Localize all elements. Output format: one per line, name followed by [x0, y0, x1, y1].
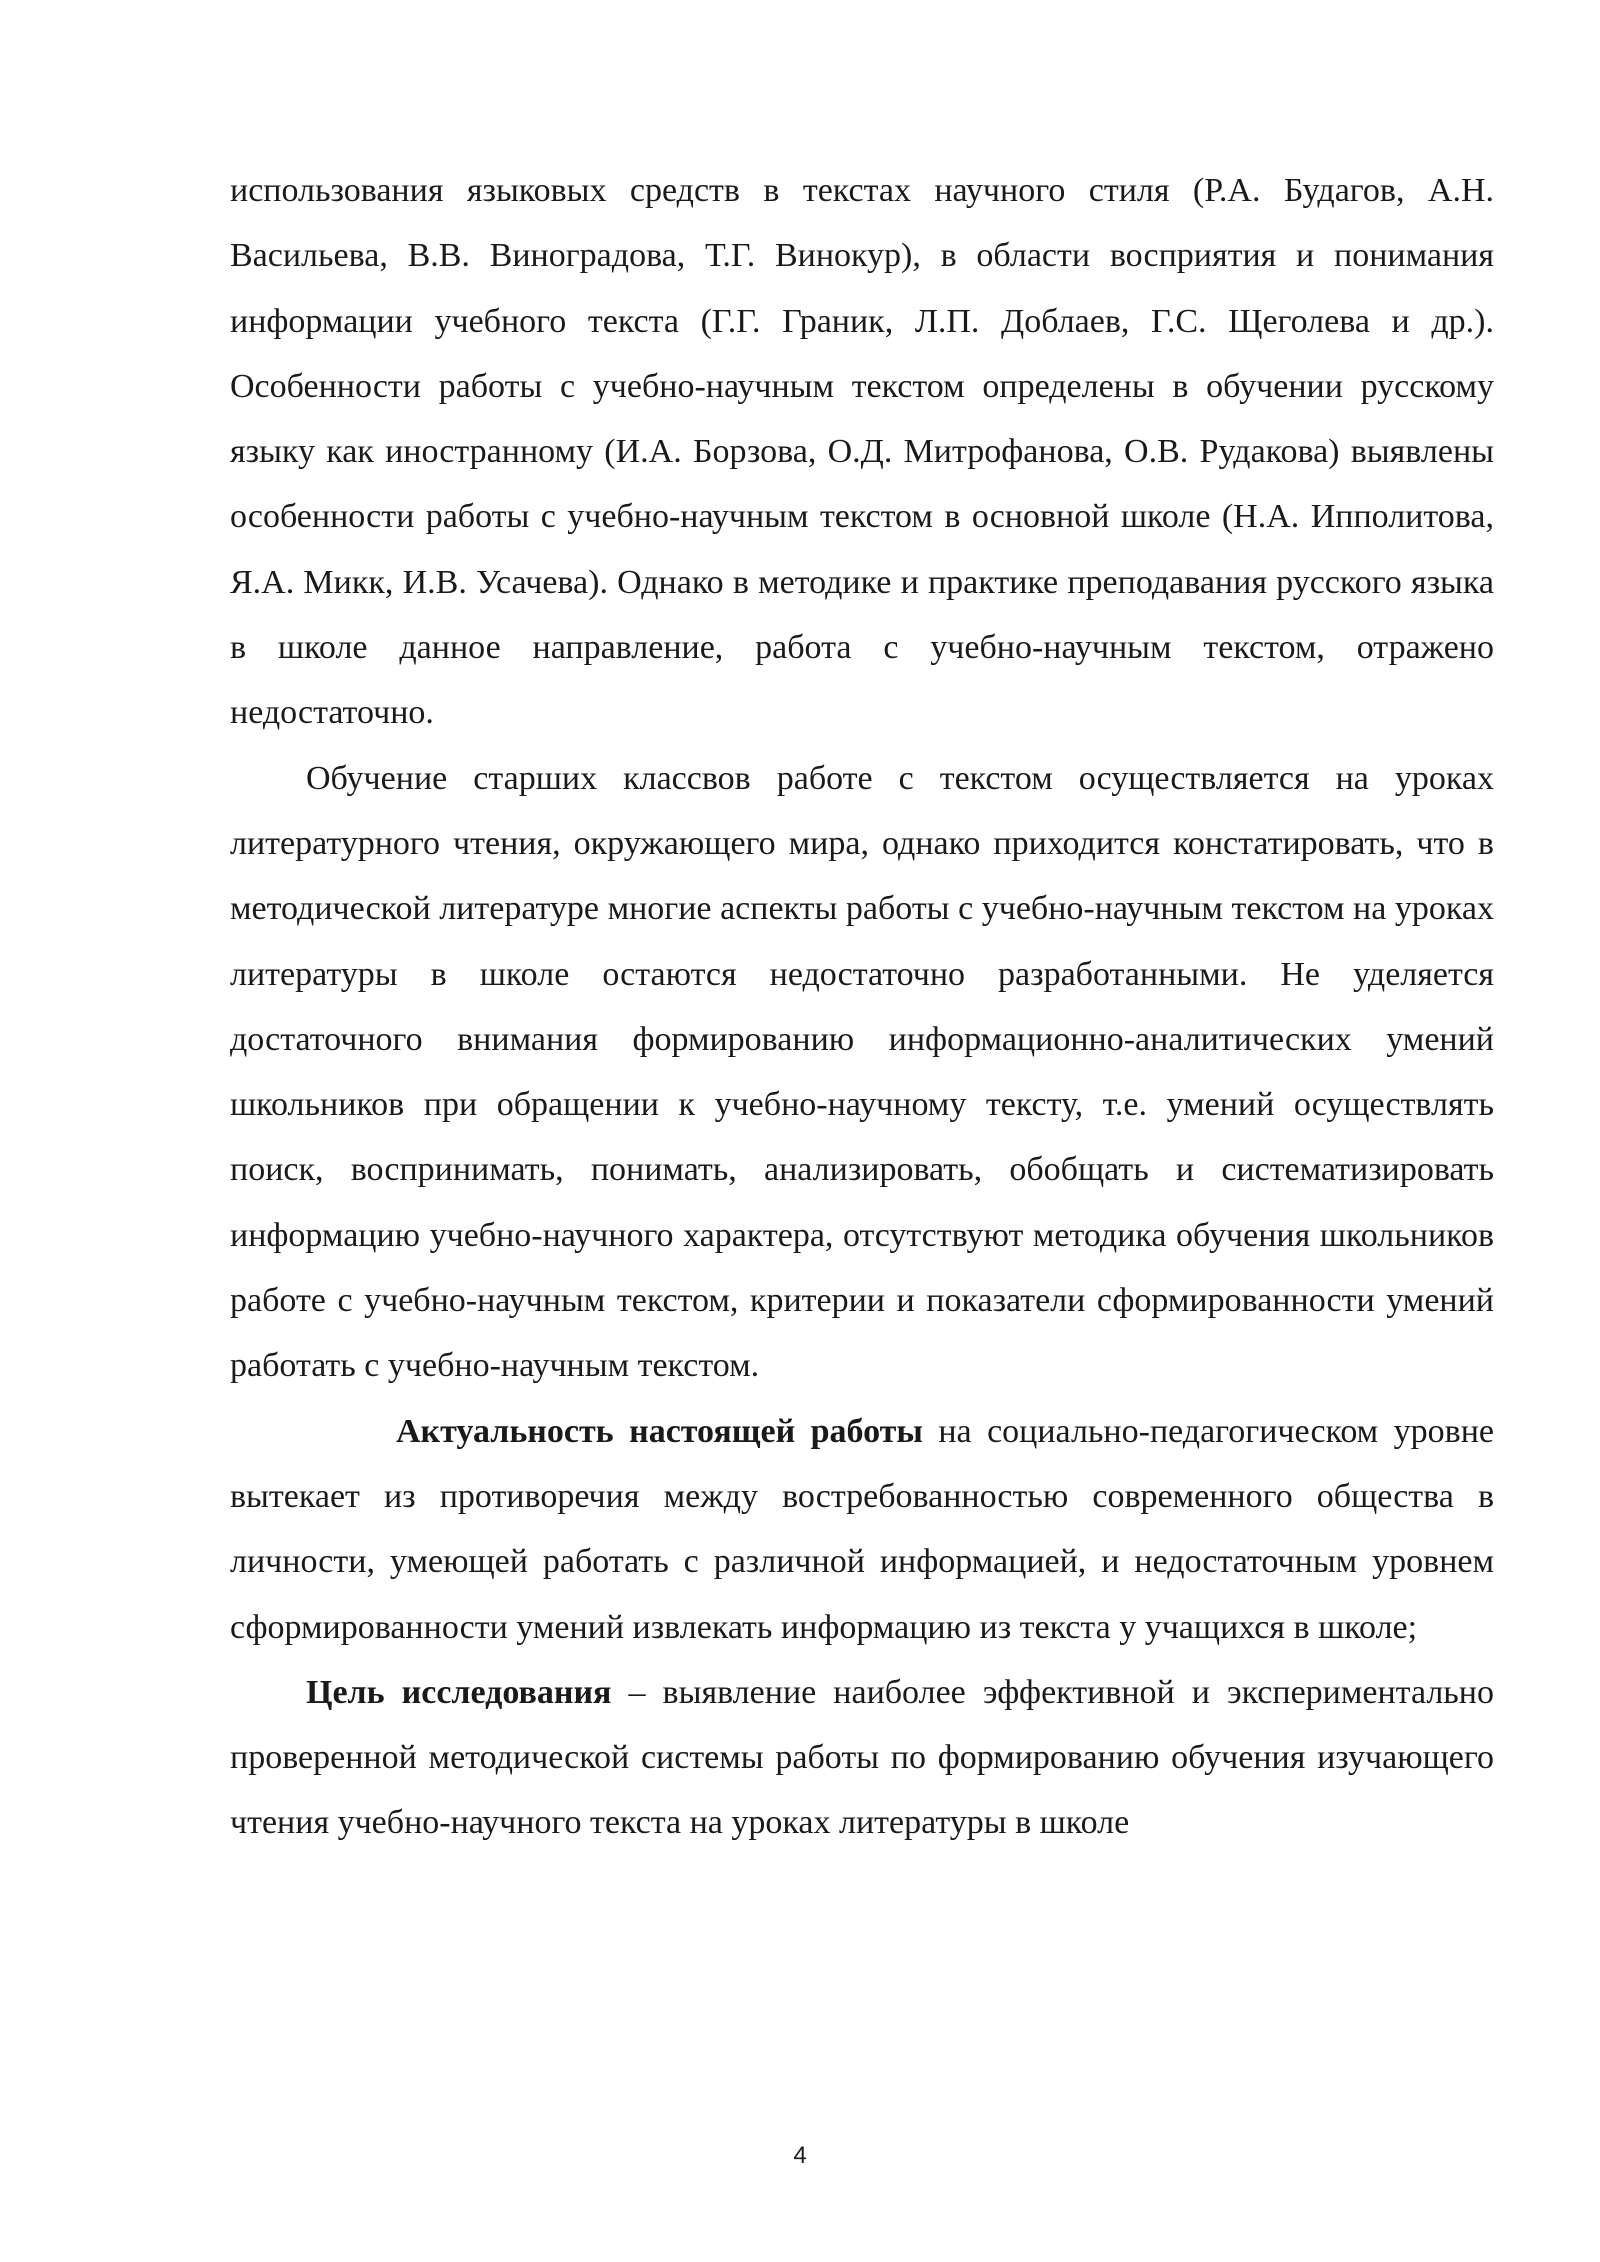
- paragraph-1: [230, 158, 1494, 746]
- relevance-text: на социально-педагогическом уровне вытекает из противоречия между востребованностью современного общества в личности, умеющей работать с различной информацией, и недостаточным уровнем сформированности умений извлекать информацию из текста у учащихся в школе;: [230, 1412, 1494, 1646]
- body-text: [230, 158, 1494, 1856]
- paragraph-1-text: использования языковых средств в текстах научного стиля (Р.А. Будагов, А.Н. Васильева, В.В. Виноградова, Т.Г. Винокур), в области восприятия и понимания информации учебного текста (Г.Г. Граник, Л.П. Доблаев, Г.С. Щеголева и др.). Особенности работы с учебно-научным текстом определены в обучении русскому языку как иностранному (И.А. Борзова, О.Д. Митрофанова, О.В. Рудакова) выявлены особенности работы с учебно-научным текстом в основной школе (Н.А. Ипполитова, Я.А. Микк, И.В. Усачева). Однако в методике и практике преподавания русского языка в школе данное направление, работа с учебно-научным текстом, отражено недостаточно.: [230, 172, 1494, 732]
- paragraph-goal: [230, 1660, 1494, 1856]
- goal-heading: Цель исследования: [306, 1673, 612, 1711]
- relevance-heading: Актуальность настоящей работы: [396, 1412, 923, 1450]
- page-number: 4: [793, 2142, 807, 2169]
- paragraph-2: [230, 746, 1494, 1399]
- paragraph-2-text: Обучение старших классвов работе с текстом осуществляется на уроках литературного чтения, окружающего мира, однако приходится констатировать, что в методической литературе многие аспекты работы с учебно-научным текстом на уроках литературы в школе остаются недостаточно разработанными. Не уделяется достаточного внимания формированию информационно-аналитических умений школьников при обращении к учебно-научному тексту, т.е. умений осуществлять поиск, воспринимать, понимать, анализировать, обобщать и систематизировать информацию учебно-научного характера, отсутствуют методика обучения школьников работе с учебно-научным текстом, критерии и показатели сформированности умений работать с учебно-научным текстом.: [230, 759, 1494, 1385]
- paragraph-relevance: [230, 1399, 1494, 1660]
- goal-text: – выявление наиболее эффективной и экспериментально проверенной методической системы работы по формированию обучения изучающего чтения учебно-научного текста на уроках литературы в школе: [230, 1673, 1494, 1842]
